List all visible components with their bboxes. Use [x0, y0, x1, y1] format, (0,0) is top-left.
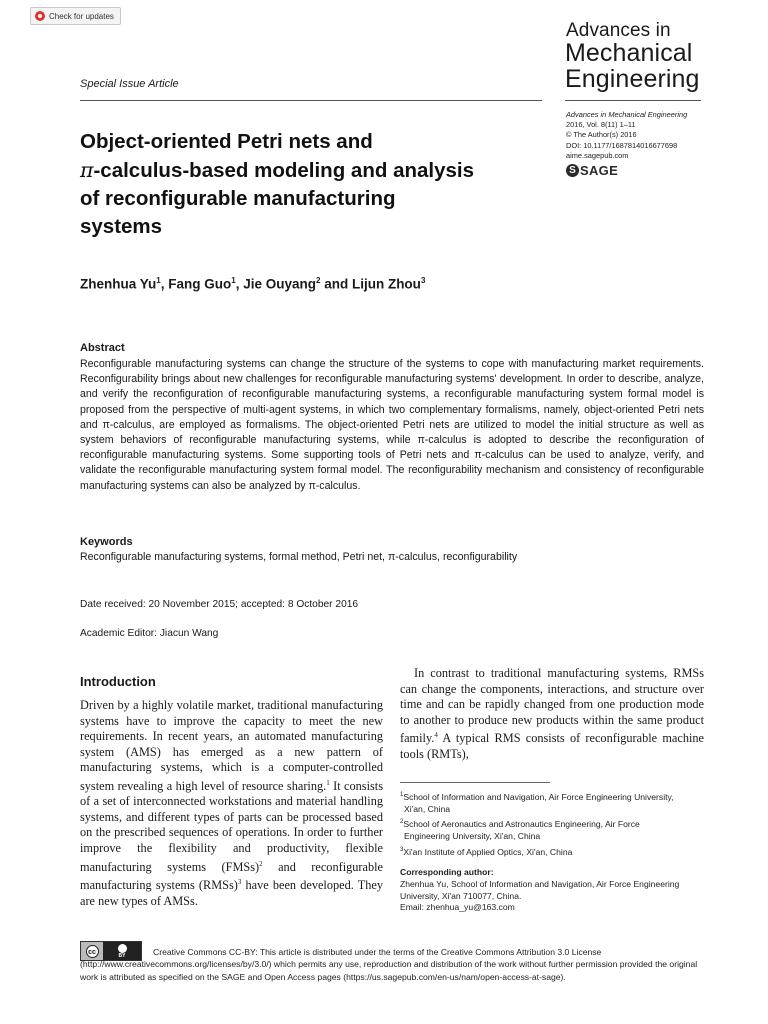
- author-name[interactable]: Jie Ouyang: [243, 276, 316, 292]
- by-label: BY: [118, 952, 126, 959]
- journal-volume: 2016, Vol. 8(11) 1–11: [566, 120, 636, 130]
- author-name[interactable]: Zhenhua Yu: [80, 276, 157, 292]
- intro-text-segment: Driven by a highly volatile market, traditional manufacturing systems have to improve the capacity to meet the new requirements. In recent years, an automated manufacturing system (AMS) has emerged as a new pattern of manufacturing systems, which is a computer-controlled system revealing a high level of resource sharing.: [80, 698, 383, 793]
- corresponding-author-line: Zhenhua Yu, School of Information and Navigation, Air Force Engineering: [400, 878, 680, 889]
- author-separator: ,: [235, 276, 244, 292]
- citation-ref[interactable]: 4: [434, 731, 438, 740]
- corresponding-author-email[interactable]: Email: zhenhua_yu@163.com: [400, 902, 515, 913]
- sage-s-icon: S: [566, 164, 579, 177]
- introduction-paragraph-1: [80, 698, 383, 909]
- keywords-text: Reconfigurable manufacturing systems, formal method, Petri net, π-calculus, reconfigurability: [80, 551, 518, 563]
- sage-logo: [566, 163, 618, 178]
- corresponding-author: [400, 867, 705, 914]
- title-line4: systems: [80, 215, 163, 238]
- citation-ref[interactable]: 3: [237, 878, 242, 887]
- author-list: [80, 276, 425, 292]
- article-type-label: Special Issue Article: [80, 78, 179, 90]
- academic-editor: Academic Editor: Jiacun Wang: [80, 628, 219, 639]
- sage-logo-text: SAGE: [580, 163, 619, 178]
- updates-icon: [35, 11, 45, 21]
- author-separator: and: [320, 276, 352, 292]
- citation-ref[interactable]: 2: [259, 859, 263, 868]
- corresponding-author-heading: Corresponding author:: [400, 867, 494, 877]
- affiliation-line: School of Aeronautics and Astronautics Engineering, Air Force: [403, 819, 640, 830]
- journal-site[interactable]: aime.sagepub.com: [566, 150, 629, 160]
- introduction-heading: Introduction: [80, 674, 156, 689]
- author-separator: ,: [160, 276, 169, 292]
- date-received: Date received: 20 November 2015; accepted: 8 October 2016: [80, 599, 359, 610]
- title-line1: Object-oriented Petri nets and: [80, 130, 373, 153]
- keywords-heading: Keywords: [80, 536, 133, 548]
- author-name[interactable]: Fang Guo: [168, 276, 232, 292]
- affiliation-line: School of Information and Navigation, Air Force Engineering University,: [403, 791, 674, 802]
- header-divider: [80, 100, 542, 101]
- affiliations: [400, 790, 705, 861]
- check-for-updates-button[interactable]: [30, 7, 121, 25]
- author-affiliation-ref: 1: [156, 276, 161, 285]
- intro-text-segment: In contrast to traditional manufacturing systems, RMSs can change the components, interactions, and structure over time and can be rapidly changed from one production mode to another to produce new products within the same product family.: [400, 666, 704, 746]
- title-line2-text: -calculus-based modeling and analysis: [93, 159, 474, 182]
- affiliation-number: 2: [400, 819, 404, 826]
- intro-text-segment: have been developed. They are new types of AMSs.: [80, 878, 383, 908]
- affiliation-number: 1: [400, 792, 404, 798]
- journal-name-line2: Mechanical: [565, 39, 693, 67]
- affiliation-line: Xi'an, China: [404, 803, 451, 814]
- journal-copyright: © The Author(s) 2016: [566, 130, 637, 140]
- corresponding-author-line: University, Xi'an 710077, China.: [400, 890, 522, 901]
- title-line3: of reconfigurable manufacturing: [80, 187, 396, 210]
- abstract-text: Reconfigurable manufacturing systems can change the structure of the systems to cope with manufacturing market requirements. Reconfigurability brings about new challenges for reconfigurable manufacturing systems' development. In order to describe, analyze, and verify the reconfiguration of reconfigurable manufacturing systems, a reconfigurable manufacturing system formal model is proposed from the perspective of multi-agent systems, in which two complementary formalisms, namely, object-oriented Petri nets and π-calculus, are employed as formalisms. The object-oriented Petri nets are utilized to model the initial structure as well as system behaviors of reconfigurable manufacturing systems, while π-calculus is adopted to describe the reconfiguration of reconfigurable manufacturing systems. Some supporting tools of Petri nets and π-calculus can be used to analyze, verify, and validate the reconfigurable manufacturing system formal model. The reconfigurability mechanism and consistency of reconfigurable manufacturing systems can also be analyzed by π-calculus.: [80, 358, 704, 492]
- intro-text-segment: and reconfigurable manufacturing systems (RMSs): [80, 859, 383, 893]
- affiliation-item: [400, 790, 705, 815]
- cc-icon: cc: [86, 945, 99, 958]
- affiliation-line: Xi'an Institute of Applied Optics, Xi'an, China: [403, 846, 573, 857]
- intro-text-segment: A typical RMS consists of reconfigurable machine tools (RMTs),: [400, 731, 704, 761]
- title-line2: [80, 156, 550, 185]
- author-name[interactable]: Lijun Zhou: [351, 276, 421, 292]
- affiliation-number: 3: [400, 846, 404, 853]
- affiliation-item: [400, 845, 705, 859]
- author-affiliation-ref: 2: [315, 276, 321, 285]
- license-notice: [80, 946, 704, 983]
- journal-name-line1: Advances in: [566, 20, 671, 41]
- journal-doi[interactable]: DOI: 10.1177/1687814016677698: [566, 140, 678, 150]
- affiliation-line: Engineering University, Xi'an, China: [404, 831, 541, 842]
- journal-divider: [565, 100, 701, 101]
- citation-ref[interactable]: 1: [326, 778, 330, 787]
- intro-text-segment: It consists of a set of interconnected workstations and material handling systems, and different types of parts can be processed based on the prescribed sequences of operations. In order to further improve the flexibility and productivity, flexible manufacturing systems (FMSs): [80, 778, 383, 874]
- author-affiliation-ref: 3: [420, 276, 426, 285]
- journal-name-line3: Engineering: [565, 65, 700, 93]
- check-for-updates-label: Check for updates: [49, 11, 114, 21]
- article-title: [80, 128, 550, 241]
- title-pi-symbol: π: [80, 158, 94, 182]
- introduction-paragraph-2: [400, 666, 704, 762]
- affiliation-item: [400, 817, 705, 842]
- journal-citation: Advances in Mechanical Engineering: [566, 110, 688, 119]
- journal-meta: [566, 110, 687, 161]
- author-affiliation-ref: 1: [231, 276, 236, 285]
- footnote-divider: [400, 782, 550, 783]
- abstract-heading: Abstract: [80, 342, 125, 354]
- license-text: Creative Commons CC-BY: This article is distributed under the terms of the Creative Commons Attribution 3.0 License (http://www.creativecommons.org/licenses/by/3.0/) which permits any use, reproduction and distribution of the work without further permission provided the original work is attributed as specified on the SAGE and Open Access pages (https://us.sagepub.com/en-us/nam/open-access-at-sage).: [80, 947, 698, 982]
